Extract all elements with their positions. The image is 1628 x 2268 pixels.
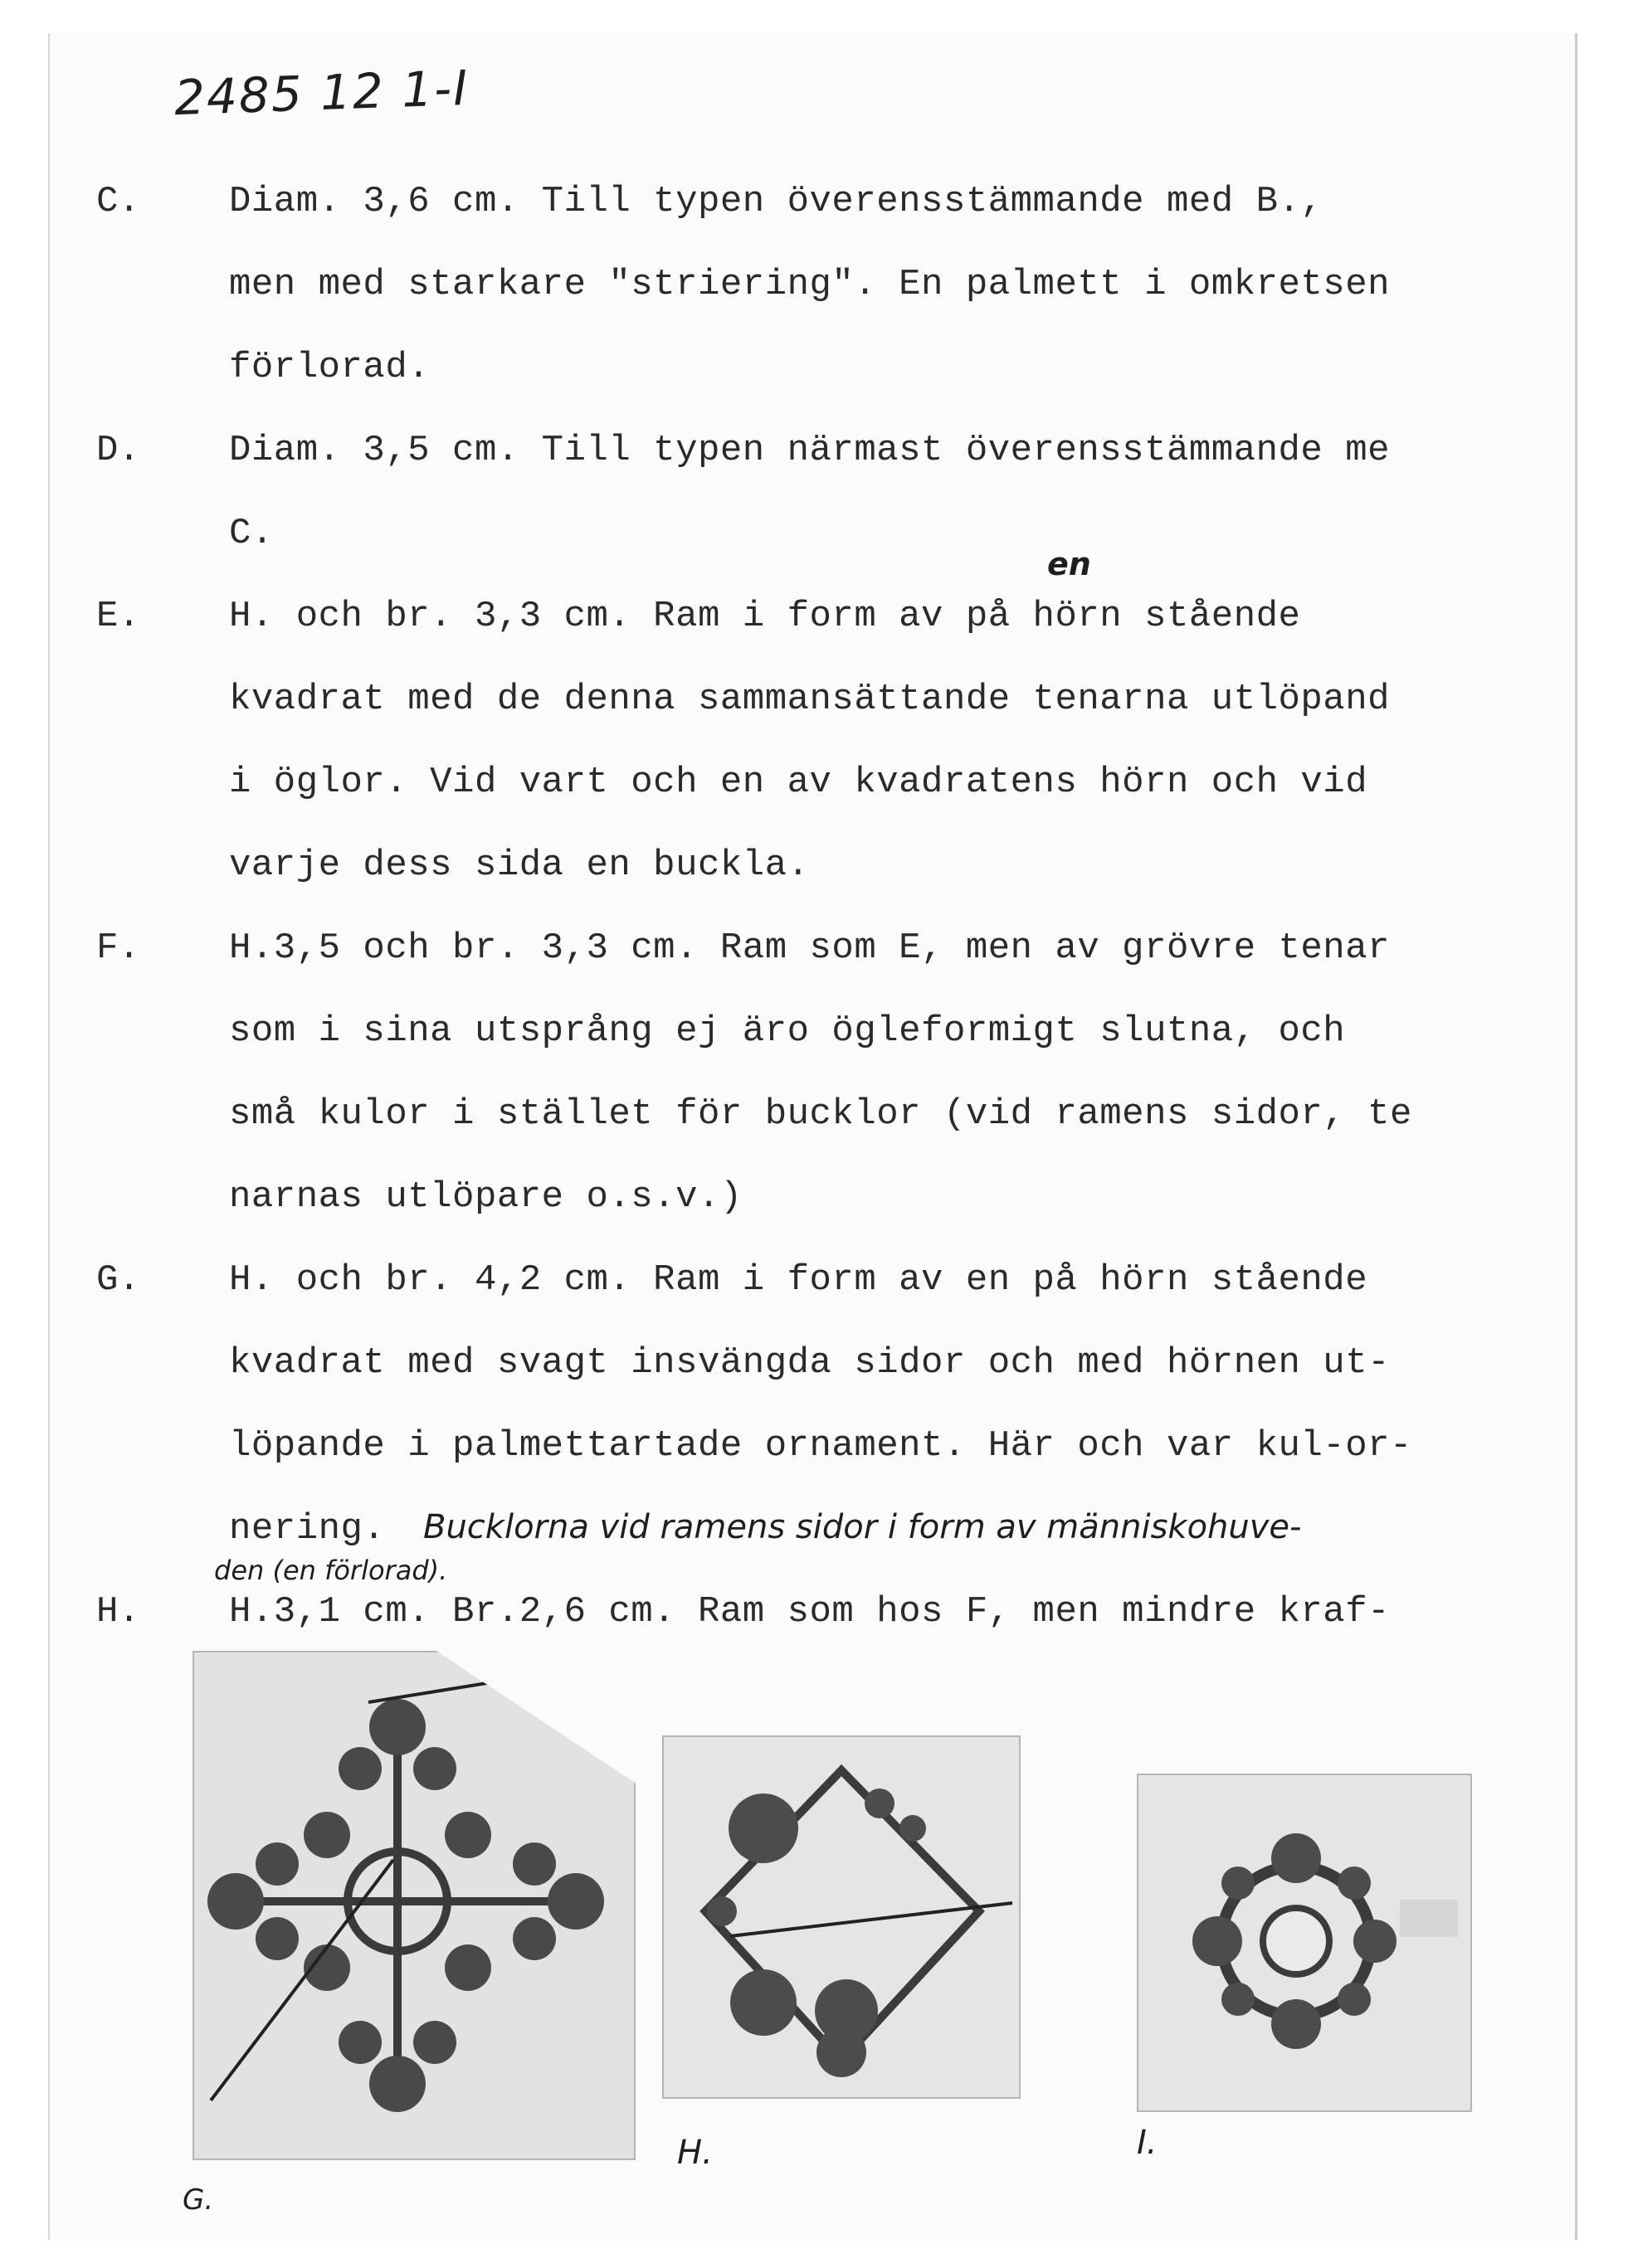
entry-label-d: D. xyxy=(96,430,140,471)
handwritten-annotation: den (en förlorad). xyxy=(214,1555,448,1586)
handwritten-insertion: en xyxy=(1047,546,1091,582)
entry-g-line: H. och br. 4,2 cm. Ram i form av en på hörn stående xyxy=(229,1259,1368,1301)
entry-f-line: narnas utlöpare o.s.v.) xyxy=(229,1176,743,1218)
reference-number: 2485 12 1-I xyxy=(173,59,470,127)
entry-label-c: C. xyxy=(96,181,140,222)
entry-e-line: kvadrat med de denna sammansättande tenarna utlöpand xyxy=(229,679,1391,720)
entry-d-line: Diam. 3,5 cm. Till typen närmast överensstämmande me xyxy=(229,430,1391,471)
entry-d-line: C. xyxy=(229,513,274,554)
entry-h-line: H.3,1 cm. Br.2,6 cm. Ram som hos F, men mindre kraf- xyxy=(229,1591,1391,1633)
photo-h xyxy=(662,1735,1021,2099)
entry-label-e: E. xyxy=(96,596,140,637)
photo-caption-h: H. xyxy=(677,2134,713,2172)
entry-label-f: F. xyxy=(96,927,140,969)
entry-g-line: löpande i palmettartade ornament. Här och var kul-or- xyxy=(229,1425,1412,1467)
entry-label-h: H. xyxy=(96,1591,140,1633)
entry-e-line: H. och br. 3,3 cm. Ram i form av på hörn stående xyxy=(229,596,1301,637)
entry-g-line: nering. xyxy=(229,1508,386,1550)
brooch-i-illustration xyxy=(1138,1775,1470,2110)
photo-caption-i: I. xyxy=(1137,2124,1158,2162)
photo-i xyxy=(1137,1774,1472,2112)
entry-e-line: i öglor. Vid vart och en av kvadratens hörn och vid xyxy=(229,762,1368,803)
entry-f-line: små kulor i stället för bucklor (vid ramens sidor, te xyxy=(229,1093,1412,1135)
entry-g-line: kvadrat med svagt insvängda sidor och med hörnen ut- xyxy=(229,1342,1391,1384)
entry-e-line: varje dess sida en buckla. xyxy=(229,844,810,886)
entry-c-line: Diam. 3,6 cm. Till typen överensstämmande med B., xyxy=(229,181,1323,222)
photo-caption-g: G. xyxy=(183,2183,214,2217)
handwritten-annotation: Bucklorna vid ramens sidor i form av människohuve- xyxy=(423,1508,1302,1546)
entry-label-g: G. xyxy=(96,1259,140,1301)
entry-c-line: förlorad. xyxy=(229,347,431,388)
entry-f-line: som i sina utsprång ej äro ögleformigt slutna, och xyxy=(229,1010,1346,1052)
brooch-h-illustration xyxy=(664,1737,1019,2097)
entry-f-line: H.3,5 och br. 3,3 cm. Ram som E, men av grövre tenar xyxy=(229,927,1391,969)
entry-c-line: men med starkare "striering". En palmett i omkretsen xyxy=(229,264,1391,305)
